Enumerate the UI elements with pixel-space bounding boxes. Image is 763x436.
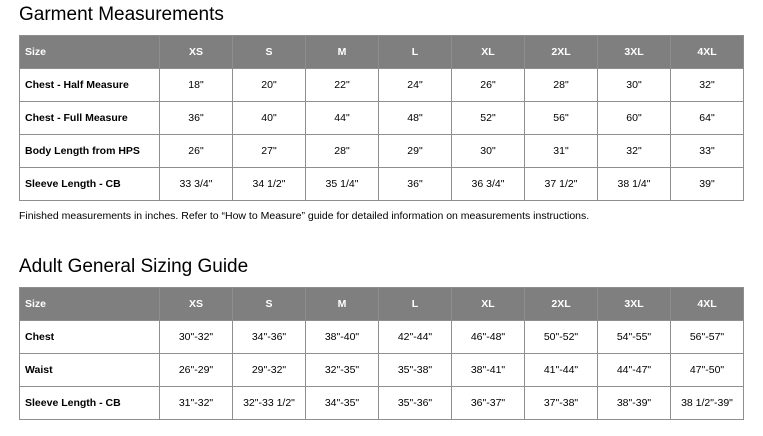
table-cell: 34"-36"	[233, 321, 306, 354]
table-cell: 47"-50"	[671, 354, 744, 387]
table-cell: 30"	[452, 135, 525, 168]
table-cell: 37 1/2"	[525, 168, 598, 201]
header-cell-2xl: 2XL	[525, 36, 598, 69]
table-cell: 50"-52"	[525, 321, 598, 354]
header-cell-size: Size	[20, 36, 160, 69]
table-cell: 35 1/4"	[306, 168, 379, 201]
table-cell: 44"-47"	[598, 354, 671, 387]
table-cell: 26"	[452, 69, 525, 102]
table-cell: 54"-55"	[598, 321, 671, 354]
table-cell: 35"-36"	[379, 387, 452, 420]
table-row	[20, 387, 744, 420]
header-cell-xl: XL	[452, 36, 525, 69]
table-cell: 28"	[525, 69, 598, 102]
table-cell: 36 3/4"	[452, 168, 525, 201]
table-cell: 31"-32"	[160, 387, 233, 420]
header-cell-m: M	[306, 36, 379, 69]
table-cell: 38"-39"	[598, 387, 671, 420]
table-cell: 56"	[525, 102, 598, 135]
row-label: Sleeve Length - CB	[20, 387, 160, 420]
table-cell: 28"	[306, 135, 379, 168]
table-cell: 52"	[452, 102, 525, 135]
header-cell-3xl: 3XL	[598, 288, 671, 321]
table-cell: 18"	[160, 69, 233, 102]
table-cell: 34 1/2"	[233, 168, 306, 201]
table-cell: 32"-35"	[306, 354, 379, 387]
table-cell: 60"	[598, 102, 671, 135]
table-header-row	[20, 36, 744, 69]
row-label: Chest	[20, 321, 160, 354]
garment-measurements-title: Garment Measurements	[19, 4, 224, 25]
header-cell-xs: XS	[160, 288, 233, 321]
table-cell: 32"	[598, 135, 671, 168]
table-cell: 33 3/4"	[160, 168, 233, 201]
header-cell-xs: XS	[160, 36, 233, 69]
adult-sizing-guide-table	[19, 287, 744, 420]
table-cell: 48"	[379, 102, 452, 135]
header-cell-l: L	[379, 288, 452, 321]
table-cell: 24"	[379, 69, 452, 102]
table-cell: 26"-29"	[160, 354, 233, 387]
table-header-row	[20, 288, 744, 321]
row-label: Waist	[20, 354, 160, 387]
table-row	[20, 102, 744, 135]
table-cell: 46"-48"	[452, 321, 525, 354]
table-cell: 39"	[671, 168, 744, 201]
header-cell-xl: XL	[452, 288, 525, 321]
row-label: Chest - Half Measure	[20, 69, 160, 102]
table-cell: 33"	[671, 135, 744, 168]
table-cell: 20"	[233, 69, 306, 102]
table-cell: 36"	[379, 168, 452, 201]
header-cell-s: S	[233, 36, 306, 69]
table-cell: 40"	[233, 102, 306, 135]
table-cell: 29"-32"	[233, 354, 306, 387]
table-row	[20, 321, 744, 354]
header-cell-4xl: 4XL	[671, 36, 744, 69]
garment-measurements-table	[19, 35, 744, 201]
table-cell: 26"	[160, 135, 233, 168]
row-label: Sleeve Length - CB	[20, 168, 160, 201]
sizing-guide-title: Adult General Sizing Guide	[19, 256, 249, 277]
table-cell: 41"-44"	[525, 354, 598, 387]
row-label: Chest - Full Measure	[20, 102, 160, 135]
table-cell: 38 1/4"	[598, 168, 671, 201]
table-row	[20, 69, 744, 102]
table-cell: 36"-37"	[452, 387, 525, 420]
table-cell: 30"	[598, 69, 671, 102]
table-cell: 30"-32"	[160, 321, 233, 354]
header-cell-4xl: 4XL	[671, 288, 744, 321]
table-cell: 29"	[379, 135, 452, 168]
table-cell: 38 1/2"-39"	[671, 387, 744, 420]
measurement-note: Finished measurements in inches. Refer to “How to Measure” guide for detailed information on measurements instructions.	[19, 210, 590, 222]
table-cell: 32"	[671, 69, 744, 102]
header-cell-size: Size	[20, 288, 160, 321]
table-cell: 38"-40"	[306, 321, 379, 354]
header-cell-s: S	[233, 288, 306, 321]
header-cell-m: M	[306, 288, 379, 321]
table-cell: 36"	[160, 102, 233, 135]
table-cell: 56"-57"	[671, 321, 744, 354]
table-cell: 34"-35"	[306, 387, 379, 420]
table-cell: 27"	[233, 135, 306, 168]
table-cell: 32"-33 1/2"	[233, 387, 306, 420]
table-cell: 37"-38"	[525, 387, 598, 420]
table-row	[20, 135, 744, 168]
table-row	[20, 354, 744, 387]
table-cell: 44"	[306, 102, 379, 135]
table-row	[20, 168, 744, 201]
header-cell-l: L	[379, 36, 452, 69]
row-label: Body Length from HPS	[20, 135, 160, 168]
table-cell: 31"	[525, 135, 598, 168]
table-cell: 22"	[306, 69, 379, 102]
header-cell-3xl: 3XL	[598, 36, 671, 69]
table-cell: 64"	[671, 102, 744, 135]
table-cell: 35"-38"	[379, 354, 452, 387]
table-cell: 38"-41"	[452, 354, 525, 387]
header-cell-2xl: 2XL	[525, 288, 598, 321]
table-cell: 42"-44"	[379, 321, 452, 354]
